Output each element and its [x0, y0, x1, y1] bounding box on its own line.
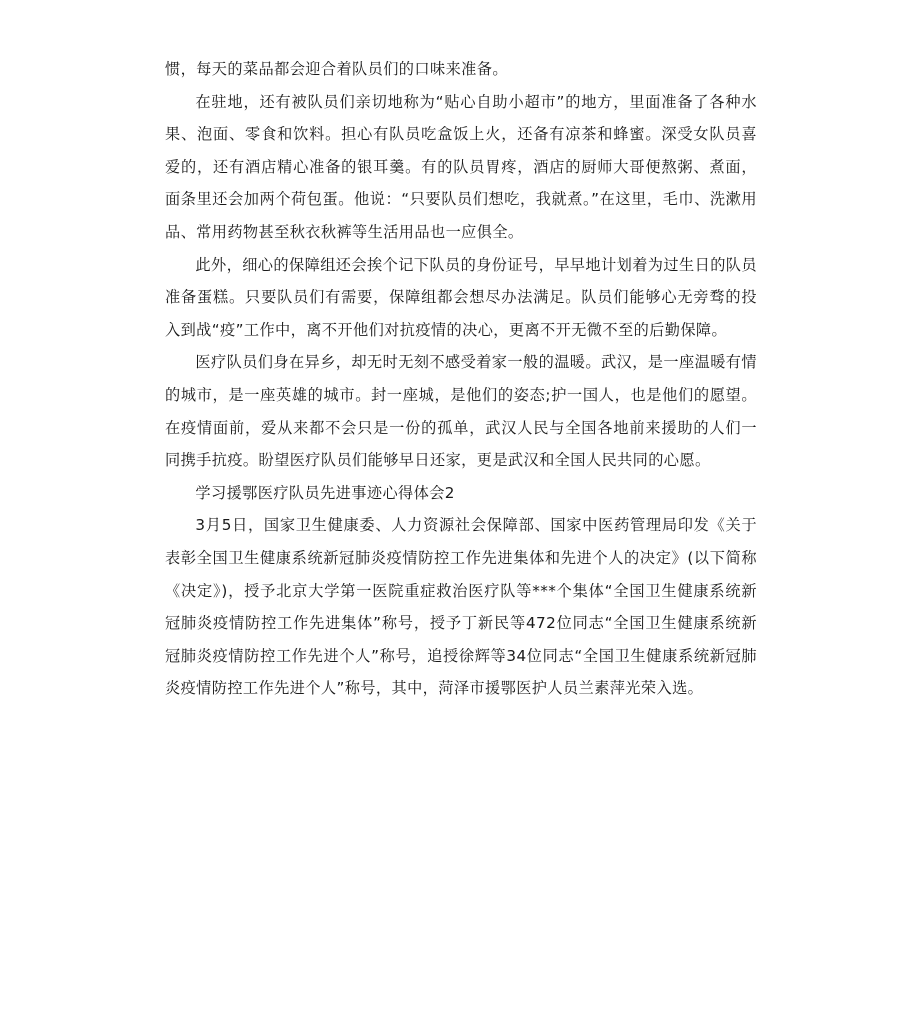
paragraph-3: 此外，细心的保障组还会挨个记下队员的身份证号，早早地计划着为过生日的队员准备蛋糕。只要队员们有需要，保障组都会想尽办法满足。队员们能够心无旁骛的投入到战“疫”工作中，离不开他们对抗疫情的决心，更离不开无微不至的后勤保障。 — [165, 255, 757, 339]
paragraph-1: 惯，每天的菜品都会迎合着队员们的口味来准备。 — [165, 60, 508, 78]
section-heading: 学习援鄂医疗队员先进事迹心得体会2 — [195, 483, 455, 502]
paragraph-2: 在驻地，还有被队员们亲切地称为“贴心自助小超市”的地方，里面准备了各种水果、泡面、零食和饮料。担心有队员吃盒饭上火，还备有凉茶和蜂蜜。深受女队员喜爱的，还有酒店精心准备的银耳羹。有的队员胃疼，酒店的厨师大哥便熬粥、煮面，面条里还会加两个荷包蛋。他说：“只要队员们想吃，我就煮。”在这里，毛巾、洗漱用品、常用药物甚至秋衣秋裤等生活用品也一应俱全。 — [165, 92, 757, 241]
paragraph-4: 医疗队员们身在异乡，却无时无刻不感受着家一般的温暖。武汉，是一座温暖有情的城市，是一座英雄的城市。封一座城，是他们的姿态;护一国人，也是他们的愿望。在疫情面前，爱从来都不会只是一份的孤单，武汉人民与全国各地前来援助的人们一同携手抗疫。盼望医疗队员们能够早日还家，更是武汉和全国人民共同的心愿。 — [165, 353, 757, 470]
document-body — [165, 53, 757, 705]
paragraph-6: 3月5日，国家卫生健康委、人力资源社会保障部、国家中医药管理局印发《关于表彰全国卫生健康系统新冠肺炎疫情防控工作先进集体和先进个人的决定》(以下简称《决定》)，授予北京大学第一医院重症救治医疗队等***个集体“全国卫生健康系统新冠肺炎疫情防控工作先进集体”称号，授予丁新民等472位同志“全国卫生健康系统新冠肺炎疫情防控工作先进个人”称号，追授徐辉等34位同志“全国卫生健康系统新冠肺炎疫情防控工作先进个人”称号，其中，菏泽市援鄂医护人员兰素萍光荣入选。 — [165, 516, 757, 698]
